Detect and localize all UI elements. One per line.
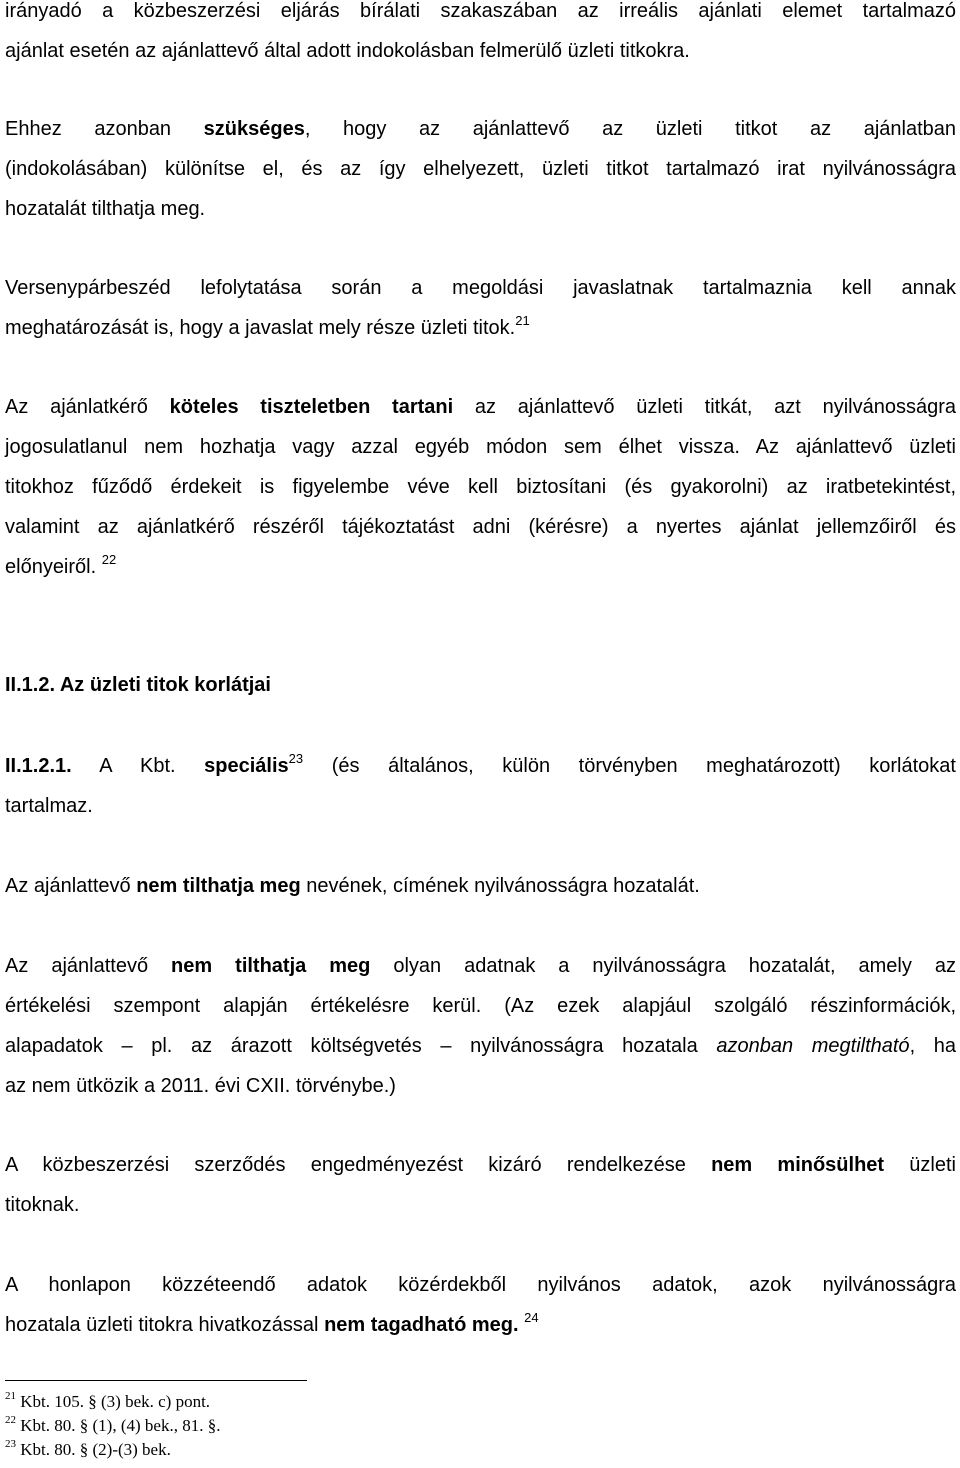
footnote-reference[interactable]: 24 — [524, 1310, 539, 1325]
text-line: tartalmaz. — [5, 795, 93, 817]
text-run: A Kbt. — [71, 755, 205, 777]
text-line: ajánlat esetén az ajánlattevő által adott indokolásban felmerülő üzleti titkokra. — [5, 40, 690, 62]
text-line — [5, 946, 956, 986]
text-run: az ajánlattevő üzleti titkát, azt nyilvánosságra — [453, 396, 956, 418]
text-line — [5, 109, 956, 149]
paragraph-7 — [5, 946, 956, 1106]
footnote-number: 23 — [5, 1438, 16, 1450]
footnote-text: Kbt. 80. § (1), (4) bek., 81. §. — [20, 1416, 221, 1435]
bold-term: szükséges — [203, 118, 305, 140]
text-line: titoknak. — [5, 1194, 80, 1216]
text-run: (és általános, külön törvényben meghatározott) korlátokat — [303, 755, 956, 777]
text-line: az nem ütközik a 2011. évi CXII. törvénybe.) — [5, 1075, 396, 1097]
footnote-number: 21 — [5, 1390, 16, 1402]
subsection-number: II.1.2.1. — [5, 755, 72, 777]
text-line: (indokolásában) különítse el, és az így elhelyezett, üzleti titkot tartalmazó irat nyilvánosságra — [5, 158, 956, 180]
text-line — [5, 746, 956, 786]
footnote-reference[interactable]: 21 — [515, 313, 530, 328]
footnote — [5, 1390, 220, 1414]
bold-term: speciális — [204, 755, 289, 777]
paragraph-1 — [5, 0, 956, 71]
text-line: valamint az ajánlatkérő részéről tájékoztatást adni (kérésre) a nyertes ajánlat jellemzőiről és — [5, 516, 956, 538]
text-line: Versenypárbeszéd lefolytatása során a megoldási javaslatnak tartalmaznia kell annak — [5, 277, 956, 299]
text-run: alapadatok – pl. az árazott költségvetés – nyilvánosságra hozatala — [5, 1035, 717, 1057]
text-line — [5, 866, 956, 906]
footnote-text: Kbt. 105. § (3) bek. c) pont. — [20, 1392, 211, 1411]
footnote — [5, 1414, 220, 1438]
bold-term: nem minősülhet — [711, 1154, 885, 1176]
bold-term: nem tagadható meg. — [324, 1314, 519, 1336]
text-line: A honlapon közzéteendő adatok közérdekből nyilvános adatok, azok nyilvánosságra — [5, 1274, 956, 1296]
text-line — [5, 1145, 956, 1185]
footnote-text: Kbt. 80. § (2)-(3) bek. — [20, 1440, 171, 1459]
bold-term: nem tilthatja meg — [171, 955, 371, 977]
text-line — [5, 547, 956, 587]
paragraph-4 — [5, 387, 956, 587]
text-run: előnyeiről. — [5, 556, 97, 578]
text-line: hozatalát tilthatja meg. — [5, 198, 206, 220]
text-run: nevének, címének nyilvánosságra hozatalát. — [300, 875, 700, 897]
text-run: meghatározását is, hogy a javaslat mely része üzleti titok. — [5, 317, 516, 339]
text-run: , ha — [909, 1035, 956, 1057]
text-run: Ehhez azonban — [5, 118, 204, 140]
bold-term: köteles tiszteletben tartani — [169, 396, 454, 418]
text-run: Az ajánlattevő — [5, 875, 137, 897]
bold-term: nem tilthatja meg — [136, 875, 301, 897]
paragraph-5 — [5, 746, 956, 826]
text-run: üzleti — [884, 1154, 956, 1176]
text-line: értékelési szempont alapján értékelésre kerül. (Az ezek alapjául szolgáló részinformációk, — [5, 995, 956, 1017]
footnotes — [5, 1390, 220, 1462]
footnote-separator — [5, 1380, 307, 1381]
italic-term: azonban megtiltható — [716, 1035, 910, 1057]
footnote-reference[interactable]: 23 — [288, 751, 304, 766]
paragraph-9 — [5, 1265, 956, 1345]
footnote-number: 22 — [5, 1414, 16, 1426]
text-line: titokhoz fűződő érdekeit is figyelembe véve kell biztosítani (és gyakorolni) az iratbetekintést, — [5, 476, 956, 498]
paragraph-2 — [5, 109, 956, 229]
text-run: olyan adatnak a nyilvánosságra hozatalát, amely az — [370, 955, 956, 977]
footnote — [5, 1438, 220, 1462]
text-line — [5, 1026, 956, 1066]
paragraph-3 — [5, 268, 956, 348]
text-run: Az ajánlattevő — [5, 955, 172, 977]
text-line: irányadó a közbeszerzési eljárás bírálati szakaszában az irreális ajánlati elemet tartalmazó — [5, 0, 956, 22]
text-line — [5, 308, 956, 348]
text-run: , hogy az ajánlattevő az üzleti titkot az ajánlatban — [304, 118, 956, 140]
text-run: hozatala üzleti titokra hivatkozással — [5, 1314, 325, 1336]
text-line — [5, 387, 956, 427]
footnote-reference[interactable]: 22 — [101, 552, 117, 567]
paragraph-8 — [5, 1145, 956, 1225]
text-line — [5, 1305, 956, 1345]
text-line: jogosulatlanul nem hozhatja vagy azzal egyéb módon sem élhet vissza. Az ajánlattevő üzleti — [5, 436, 956, 458]
text-run: Az ajánlatkérő — [5, 396, 170, 418]
section-heading: II.1.2. Az üzleti titok korlátjai — [5, 674, 271, 696]
text-run: A közbeszerzési szerződés engedményezést kizáró rendelkezése — [5, 1154, 712, 1176]
paragraph-6 — [5, 866, 956, 906]
